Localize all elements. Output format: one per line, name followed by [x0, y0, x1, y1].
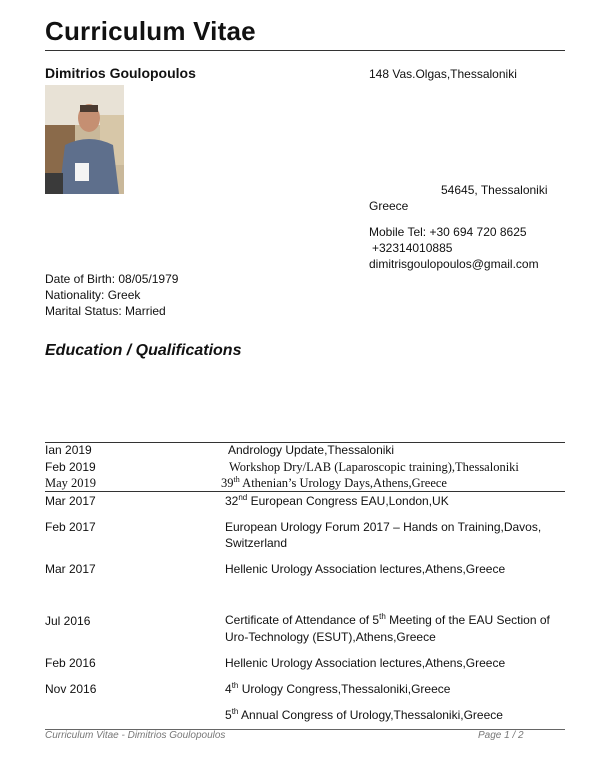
entry-text: 39th Athenian’s Urology Days,Athens,Greece [221, 474, 447, 490]
entry-date: Ian 2019 [45, 443, 92, 457]
entry-date: Mar 2017 [45, 494, 96, 508]
entry-date: Jul 2016 [45, 614, 91, 628]
entry-date: Feb 2019 [45, 460, 96, 474]
postal-city: 54645, Thessaloniki [441, 183, 548, 197]
marital-status: Marital Status: Married [45, 304, 166, 318]
country: Greece [369, 199, 409, 213]
entry-date: Mar 2017 [45, 562, 96, 576]
title-rule [45, 50, 565, 51]
entry-date: May 2019 [45, 476, 97, 490]
date-of-birth: Date of Birth: 08/05/1979 [45, 272, 179, 286]
nationality: Nationality: Greek [45, 288, 141, 302]
entry-text: Workshop Dry/LAB (Laparoscopic training),Thessaloniki [229, 460, 519, 474]
mobile-phone: Mobile Tel: +30 694 720 8625 [369, 225, 527, 239]
entry-date: Feb 2016 [45, 656, 96, 670]
page-title: Curriculum Vitae [45, 16, 256, 46]
profile-photo [45, 85, 124, 194]
entry-text: 32nd European Congress EAU,London,UK [225, 493, 449, 508]
table-mid-rule [45, 491, 565, 492]
footer-left: Curriculum Vitae - Dimitrios Goulopoulos [45, 730, 226, 741]
person-name: Dimitrios Goulopoulos [45, 65, 196, 81]
entry-date: Nov 2016 [45, 682, 97, 696]
page-number: Page 1 / 2 [478, 730, 524, 741]
entry-text: European Urology Forum 2017 – Hands on Training,Davos, [225, 520, 542, 534]
entry-text: Certificate of Attendance of 5th Meeting of the EAU Section of [225, 612, 550, 627]
entry-text: Hellenic Urology Association lectures,Athens,Greece [225, 656, 506, 670]
address-line: 148 Vas.Olgas,Thessaloniki [369, 67, 517, 81]
entry-text-continued: Uro-Technology (ESUT),Athens,Greece [225, 630, 436, 644]
entry-text: 5th Annual Congress of Urology,Thessaloniki,Greece [225, 707, 503, 722]
entry-text-continued: Switzerland [225, 536, 288, 550]
section-heading: Education / Qualifications [45, 342, 242, 359]
email-address[interactable]: dimitrisgoulopoulos@gmail.com [369, 257, 539, 271]
secondary-phone: +32314010885 [372, 241, 453, 255]
entry-text: Andrology Update,Thessaloniki [228, 443, 395, 457]
entry-date: Feb 2017 [45, 520, 96, 534]
entry-text: 4th Urology Congress,Thessaloniki,Greece [225, 681, 451, 696]
entry-text: Hellenic Urology Association lectures,Athens,Greece [225, 562, 506, 576]
